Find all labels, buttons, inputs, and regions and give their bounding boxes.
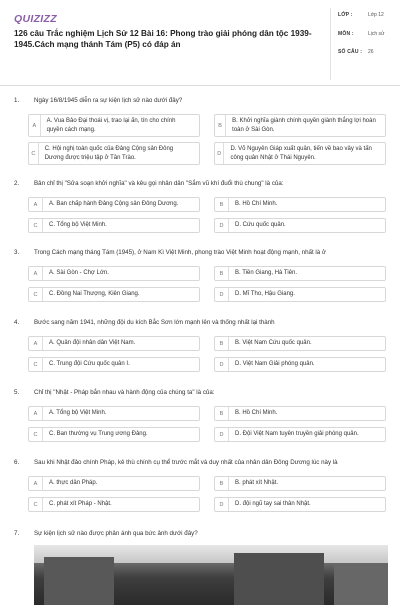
option-text: A. Quân đội nhân dân Việt Nam.	[49, 340, 136, 347]
meta-label: SỐ CÂU :	[338, 49, 363, 55]
option-letter: B	[215, 477, 229, 490]
option-a[interactable]	[28, 406, 200, 421]
question-text: Ngày 16/8/1945 diễn ra sự kiện lịch sử nào dưới đây?	[34, 97, 183, 104]
photo-building	[334, 565, 388, 605]
option-text: C. Ban thường vụ Trung ương Đảng.	[49, 431, 148, 438]
question-number: 3.	[14, 249, 20, 256]
meta-label: MÔN :	[338, 30, 354, 37]
option-letter: C	[29, 358, 43, 371]
question-number: 4.	[14, 319, 20, 326]
option-text: C. Trung đội Cứu quốc quân I.	[49, 361, 130, 368]
question-7	[14, 530, 386, 537]
document-header	[0, 0, 400, 86]
option-text: B. Khởi nghĩa giành chính quyền giành thắng lợi hoàn toàn ở Sài Gòn.	[232, 118, 376, 133]
option-letter: C	[29, 288, 43, 301]
question-text: Chỉ thị "Nhật - Pháp bắn nhau và hành động của chúng ta" là của:	[34, 389, 215, 396]
option-letter: A	[29, 198, 43, 211]
meta-value: Lịch sử	[368, 30, 385, 37]
question-number: 5.	[14, 389, 20, 396]
meta-count	[338, 49, 394, 57]
question-text: Bản chỉ thị "Sửa soạn khởi nghĩa" và kêu gọi nhân dân "Sắm vũ khí đuổi thù chung" là của:	[34, 180, 284, 187]
option-letter: D	[215, 288, 229, 301]
question-3	[14, 249, 386, 306]
option-d[interactable]	[214, 357, 386, 372]
option-d[interactable]	[214, 497, 386, 512]
option-text: B. Hồ Chí Minh.	[235, 201, 278, 208]
option-a[interactable]	[28, 336, 200, 351]
option-text: D. Cứu quốc quân.	[235, 222, 286, 229]
option-text: A. Vua Bảo Đại thoái vị, trao lại ấn, tín cho chính quyền cách mạng.	[46, 118, 176, 133]
header-divider	[330, 8, 331, 80]
meta-label: LỚP :	[338, 12, 353, 18]
option-text: A. Sài Gòn - Chợ Lớn.	[49, 270, 109, 277]
option-c[interactable]	[28, 287, 200, 302]
option-b[interactable]	[214, 266, 386, 281]
meta-class	[338, 12, 394, 20]
option-b[interactable]	[214, 197, 386, 212]
page-title: 126 câu Trắc nghiệm Lịch Sử 12 Bài 16: Phong trào giải phóng dân tộc 1939-1945.Cách mạng thánh Tám (P5) có đáp án	[14, 29, 312, 50]
option-letter: A	[29, 477, 43, 490]
question-4	[14, 319, 386, 376]
option-a[interactable]	[28, 197, 200, 212]
option-b[interactable]	[214, 406, 386, 421]
option-letter: A	[29, 337, 43, 350]
option-d[interactable]	[214, 142, 386, 165]
option-text: A. thực dân Pháp.	[49, 480, 98, 487]
option-text: C. phát xít Pháp - Nhật.	[49, 501, 112, 508]
question-number: 1.	[14, 97, 20, 104]
option-letter: D	[215, 219, 229, 232]
option-d[interactable]	[214, 287, 386, 302]
option-letter: D	[215, 143, 224, 164]
option-letter: B	[215, 407, 229, 420]
option-letter: B	[215, 115, 226, 136]
option-letter: C	[29, 143, 39, 164]
option-d[interactable]	[214, 427, 386, 442]
meta-value: 26	[368, 49, 374, 55]
option-text: A. Tổng bộ Việt Minh.	[49, 410, 107, 417]
option-letter: B	[215, 267, 229, 280]
option-text: D. đội ngũ tay sai thân Nhật.	[235, 501, 311, 508]
question-5	[14, 389, 386, 446]
option-letter: D	[215, 498, 229, 511]
option-text: B. Tiền Giang, Hà Tiên.	[235, 270, 298, 277]
question-number: 2.	[14, 180, 20, 187]
photo-building	[234, 553, 324, 605]
option-b[interactable]	[214, 336, 386, 351]
option-a[interactable]	[28, 476, 200, 491]
question-number: 6.	[14, 459, 20, 466]
option-b[interactable]	[214, 476, 386, 491]
question-text: Trong Cách mạng tháng Tám (1945), ở Nam Kì Việt Minh, phong trào Việt Minh hoạt động mạnh, nhất là ở	[34, 249, 326, 256]
option-text: A. Ban chấp hành Đảng Cộng sản Đông Dương.	[49, 201, 179, 208]
option-c[interactable]	[28, 142, 200, 165]
option-a[interactable]	[28, 114, 200, 137]
option-letter: A	[29, 267, 43, 280]
question-1	[14, 97, 386, 166]
photo-building	[44, 557, 114, 605]
option-text: D. Mĩ Tho, Hậu Giang.	[235, 291, 295, 298]
option-text: B. Hồ Chí Minh.	[235, 410, 278, 417]
meta-subject	[338, 31, 394, 39]
option-text: C. Hội nghị toàn quốc của Đảng Cộng sản Đông Dương được triệu tập ở Tân Trào.	[44, 146, 174, 161]
option-letter: D	[215, 358, 229, 371]
option-c[interactable]	[28, 427, 200, 442]
option-letter: C	[29, 219, 43, 232]
meta-value: Lớp 12	[368, 12, 384, 18]
option-text: C. Đồng Nai Thượng, Kiên Giang.	[49, 291, 140, 298]
option-letter: C	[29, 428, 43, 441]
option-text: B. Việt Nam Cứu quốc quân.	[235, 340, 312, 347]
option-c[interactable]	[28, 357, 200, 372]
option-a[interactable]	[28, 266, 200, 281]
option-text: C. Tổng bộ Việt Minh.	[49, 222, 107, 229]
option-letter: B	[215, 337, 229, 350]
question-number: 7.	[14, 530, 20, 537]
option-text: D. Đội Việt Nam tuyên truyền giải phóng quân.	[235, 431, 359, 438]
question-2	[14, 180, 386, 237]
question-text: Sự kiện lịch sử nào được phản ánh qua bức ảnh dưới đây?	[34, 530, 198, 537]
question-6	[14, 459, 386, 516]
question-text: Sau khi Nhật đảo chính Pháp, kẻ thù chính cụ thể trước mắt và duy nhất của nhân dân Đông Dương lúc này là	[34, 459, 338, 466]
option-text: D. Võ Nguyên Giáp xuất quân, tiến về bao vây và tấn công quân Nhật ở Thái Nguyên.	[230, 146, 372, 161]
option-letter: A	[29, 407, 43, 420]
historical-photo	[34, 545, 388, 605]
option-letter: A	[29, 115, 41, 136]
option-c[interactable]	[28, 497, 200, 512]
option-text: B. phát xít Nhật.	[235, 480, 279, 487]
option-letter: B	[215, 198, 229, 211]
quizizz-logo: QUIZIZZ	[14, 13, 57, 25]
option-letter: D	[215, 428, 229, 441]
option-d[interactable]	[214, 218, 386, 233]
option-letter: C	[29, 498, 43, 511]
question-text: Bước sang năm 1941, những đội du kích Bắc Sơn lớn mạnh lên và thống nhất lại thành	[34, 319, 275, 326]
option-b[interactable]	[214, 114, 386, 137]
quiz-meta	[338, 12, 394, 68]
option-text: D. Việt Nam Giải phóng quân.	[235, 361, 315, 368]
option-c[interactable]	[28, 218, 200, 233]
